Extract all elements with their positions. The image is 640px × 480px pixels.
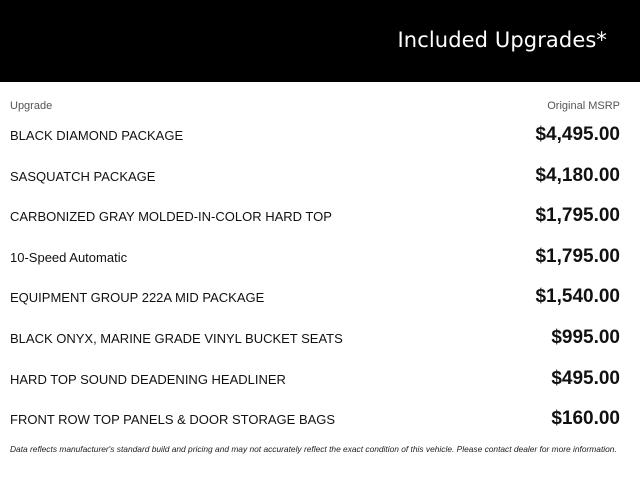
header-banner <box>0 0 640 82</box>
upgrade-price: $495.00 <box>551 367 620 389</box>
upgrade-name: BLACK DIAMOND PACKAGE <box>10 128 184 143</box>
list-item <box>10 360 620 401</box>
upgrade-price: $1,540.00 <box>535 286 620 308</box>
disclaimer-text: Data reflects manufacturer's standard build and pricing and may not accurately reflect the exact condition of this vehicle. Please contact dealer for more information. <box>10 444 617 454</box>
column-header-msrp: Original MSRP <box>547 100 620 112</box>
upgrade-name: CARBONIZED GRAY MOLDED-IN-COLOR HARD TOP <box>10 209 332 225</box>
list-item <box>10 197 620 238</box>
column-headers <box>10 100 620 114</box>
list-item <box>10 157 620 198</box>
upgrade-price: $995.00 <box>551 326 620 348</box>
list-item <box>10 319 620 360</box>
list-item <box>10 400 620 441</box>
list-item <box>10 278 620 319</box>
page-title: Included Upgrades* <box>397 28 607 52</box>
list-item <box>10 238 620 279</box>
column-header-upgrade: Upgrade <box>10 100 53 112</box>
upgrade-name: BLACK ONYX, MARINE GRADE VINYL BUCKET SEATS <box>10 330 343 346</box>
upgrade-name: 10-Speed Automatic <box>10 249 128 265</box>
upgrade-name: SASQUATCH PACKAGE <box>10 168 156 184</box>
upgrades-list <box>10 116 620 441</box>
upgrade-name: EQUIPMENT GROUP 222A MID PACKAGE <box>10 290 265 306</box>
upgrade-name: FRONT ROW TOP PANELS & DOOR STORAGE BAGS <box>10 412 336 428</box>
list-item <box>10 116 620 157</box>
upgrade-price: $1,795.00 <box>535 205 620 227</box>
upgrade-price: $160.00 <box>551 408 620 430</box>
upgrade-name: HARD TOP SOUND DEADENING HEADLINER <box>10 371 286 387</box>
upgrade-price: $1,795.00 <box>535 245 620 267</box>
upgrade-price: $4,180.00 <box>535 164 620 186</box>
upgrade-price: $4,495.00 <box>535 124 620 145</box>
